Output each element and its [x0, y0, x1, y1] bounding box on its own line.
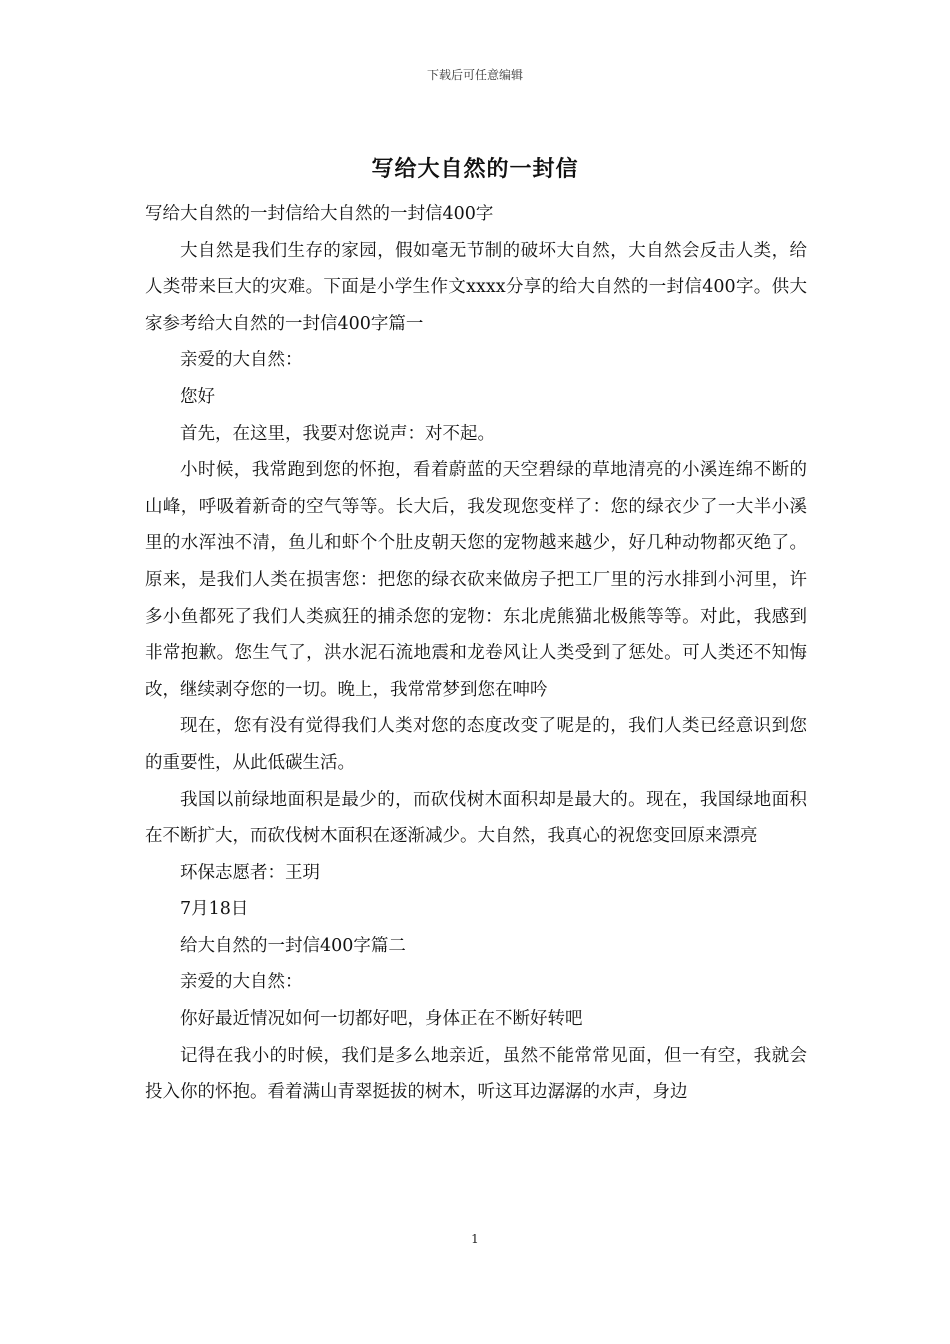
- page-header-note: 下载后可任意编辑: [426, 68, 523, 82]
- document-body: [145, 196, 807, 1111]
- date: 7月18日: [180, 899, 249, 920]
- paragraph: 大自然是我们生存的家园，假如毫无节制的破坏大自然，大自然会反击人类，给人类带来巨大的灾难。下面是小学生作文xxxx分享的给大自然的一封信400字。供大家参考给大自然的一封信400字篇一: [145, 240, 807, 334]
- greeting: 你好最近情况如何一切都好吧，身体正在不断好转吧: [180, 1009, 583, 1030]
- paragraph: 我国以前绿地面积是最少的，而砍伐树木面积却是最大的。现在，我国绿地面积在不断扩大，而砍伐树木面积在逐渐减少。大自然，我真心的祝您变回原来漂亮: [145, 789, 807, 847]
- page-number: 1: [471, 1232, 479, 1246]
- greeting: 您好: [180, 386, 215, 407]
- section-heading: 给大自然的一封信400字篇二: [180, 935, 406, 956]
- paragraph: 首先，在这里，我要对您说声：对不起。: [180, 423, 495, 444]
- paragraph: 记得在我小的时候，我们是多么地亲近，虽然不能常常见面，但一有空，我就会投入你的怀抱。看着满山青翠挺拔的树木，听这耳边潺潺的水声，身边: [145, 1045, 807, 1103]
- subtitle-line: 写给大自然的一封信给大自然的一封信400字: [145, 204, 494, 224]
- salutation: 亲爱的大自然：: [180, 350, 303, 371]
- salutation: 亲爱的大自然：: [180, 972, 303, 993]
- paragraph: 现在，您有没有觉得我们人类对您的态度改变了呢是的，我们人类已经意识到您的重要性，从此低碳生活。: [145, 716, 807, 773]
- document-title: 写给大自然的一封信: [371, 156, 579, 182]
- signature: 环保志愿者：王玥: [180, 862, 320, 883]
- paragraph: 小时候，我常跑到您的怀抱，看着蔚蓝的天空碧绿的草地清亮的小溪连绵不断的山峰，呼吸着新奇的空气等等。长大后，我发现您变样了：您的绿衣少了一大半小溪里的水浑浊不清，鱼儿和虾个个肚皮朝天您的宠物越来越少，好几种动物都灭绝了。原来，是我们人类在损害您：把您的绿衣砍来做房子把工厂里的污水排到小河里，许多小鱼都死了我们人类疯狂的捕杀您的宠物：东北虎熊猫北极熊等等。对此，我感到非常抱歉。您生气了，洪水泥石流地震和龙卷风让人类受到了惩处。可人类还不知悔改，继续剥夺您的一切。晚上，我常常梦到您在呻吟: [145, 460, 807, 700]
